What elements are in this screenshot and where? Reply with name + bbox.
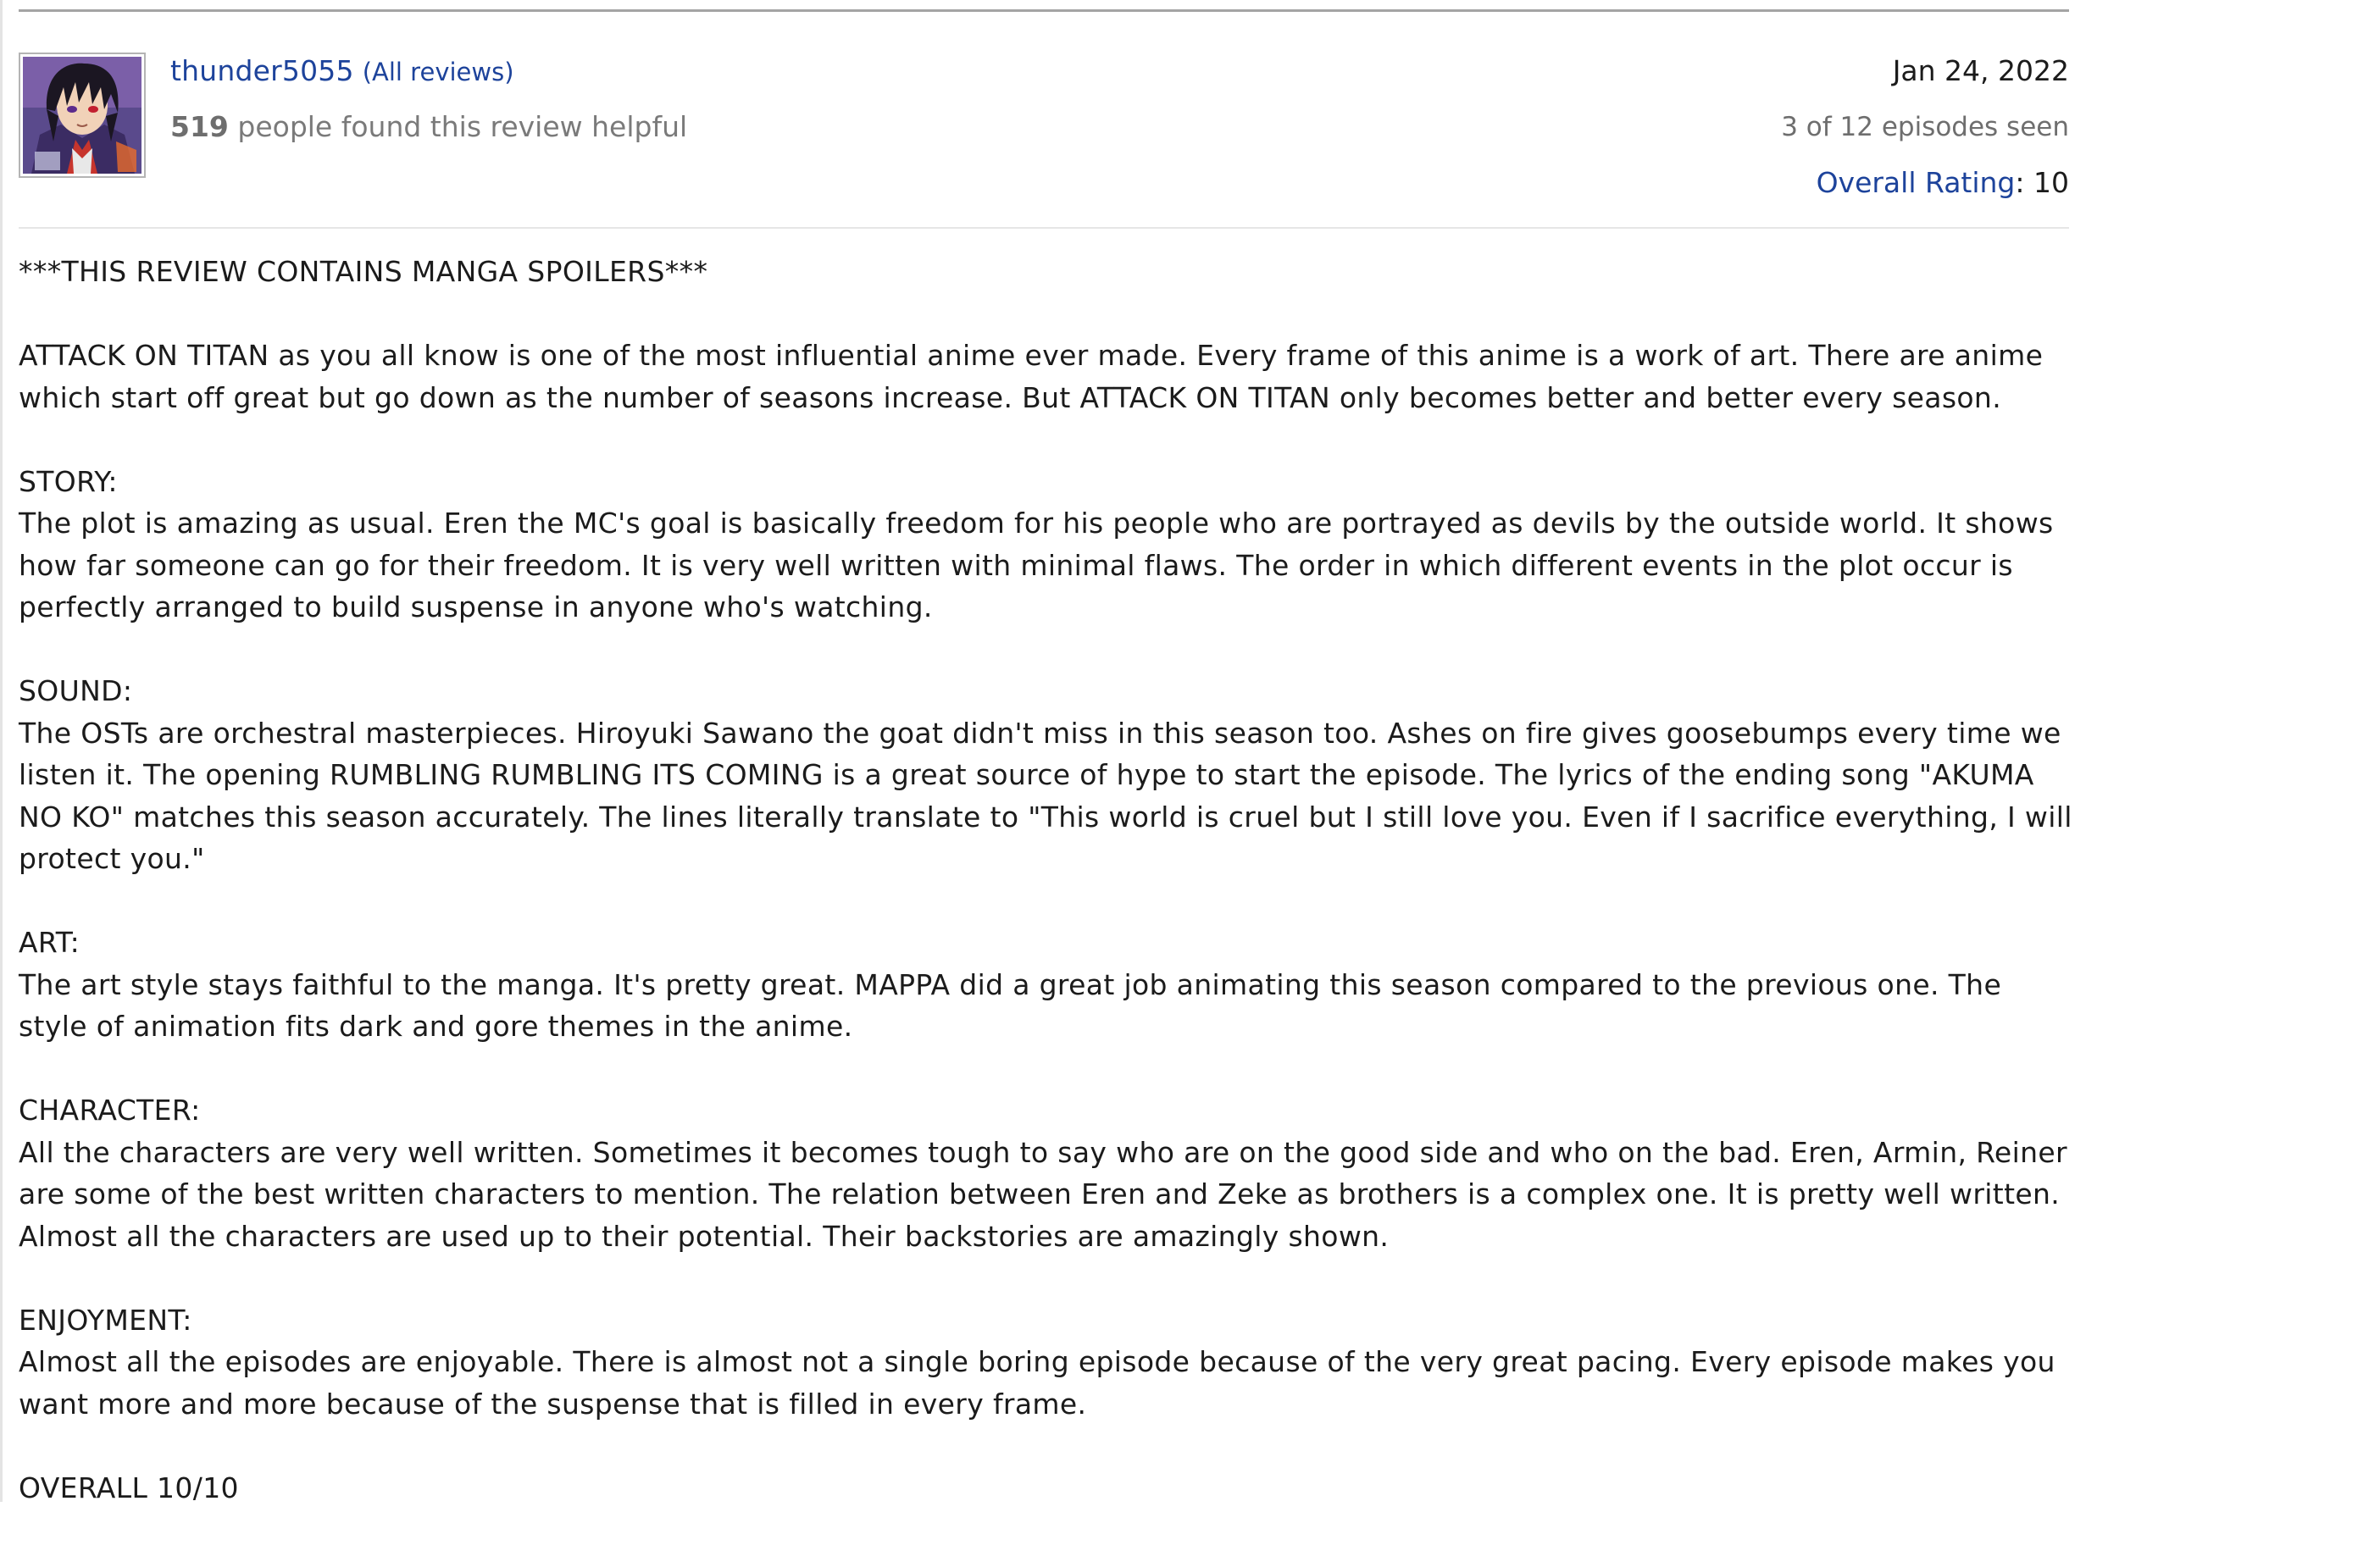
art-heading: ART: <box>19 926 80 959</box>
review-top-divider <box>19 9 2069 12</box>
helpful-count: 519 <box>170 110 229 143</box>
enjoyment-heading: ENJOYMENT: <box>19 1303 192 1337</box>
overall-rating-value: : 10 <box>2015 166 2069 199</box>
sound-text: The OSTs are orchestral masterpieces. Hiroyuki Sawano the goat didn't miss in this season too. Ashes on fire gives goosebumps every time we listen it. The opening RUMBLING RUMBLING ITS COMING is a great source of hype to start the episode. The lyrics of the ending song "AKUMA NO KO" matches this season accurately. The lines literally translate to "This world is cruel but I still love you. Even if I sacrifice everything, I will protect you." <box>19 716 2072 875</box>
reviewer-username-link[interactable]: thunder5055 <box>170 54 354 87</box>
character-heading: CHARACTER: <box>19 1094 201 1127</box>
story-text: The plot is amazing as usual. Eren the MC's goal is basically freedom for his people who are portrayed as devils by the outside world. It shows how far someone can go for their freedom. It is very well written with minimal flaws. The order in which different events in the plot occur is perfectly arranged to build suspense in anyone who's watching. <box>19 507 2054 623</box>
story-section <box>19 461 2073 629</box>
all-reviews-wrapper <box>363 58 514 86</box>
review-date: Jan 24, 2022 <box>1892 54 2069 87</box>
user-avatar[interactable] <box>19 53 146 178</box>
content-left-border <box>0 0 3 1502</box>
all-reviews-link[interactable]: All reviews <box>372 58 505 86</box>
review-meta <box>1781 53 2069 202</box>
review-block <box>19 0 2072 1504</box>
helpful-count-line <box>170 110 687 143</box>
story-heading: STORY: <box>19 464 118 498</box>
art-text: The art style stays faithful to the manga. It's pretty great. MAPPA did a great job animating this season compared to the previous one. The style of animation fits dark and gore themes in the anime. <box>19 967 2002 1043</box>
review-header-divider <box>19 227 2069 229</box>
art-section <box>19 922 2073 1048</box>
all-reviews-close-paren: ) <box>504 58 514 86</box>
enjoyment-text: Almost all the episodes are enjoyable. There is almost not a single boring episode because of the very great pacing. Every episode makes you want more and more because of the suspense that is filled in every frame. <box>19 1345 2055 1421</box>
overall-rating <box>1781 164 2069 202</box>
review-intro: ATTACK ON TITAN as you all know is one of the most influential anime ever made. Every frame of this anime is a work of art. There are anime which start off great but go down as the number of seasons increase. But ATTACK ON TITAN only becomes better and better every season. <box>19 339 2044 414</box>
character-section <box>19 1089 2073 1257</box>
spoiler-warning: ***THIS REVIEW CONTAINS MANGA SPOILERS*** <box>19 255 708 288</box>
review-body <box>19 251 2073 1551</box>
overall-score: OVERALL 10/10 <box>19 1471 239 1504</box>
character-text: All the characters are very well written. Sometimes it becomes tough to say who are on the good side and who on the bad. Eren, Armin, Reiner are some of the best written characters to mention. The relation between Eren and Zeke as brothers is a complex one. It is pretty well written. Almost all the characters are used up to their potential. Their backstories are amazingly shown. <box>19 1135 2067 1253</box>
sound-heading: SOUND: <box>19 674 133 707</box>
episodes-seen: 3 of 12 episodes seen <box>1781 112 2069 142</box>
enjoyment-section <box>19 1299 2073 1426</box>
helpful-label: people found this review helpful <box>228 110 688 143</box>
sound-section <box>19 670 2073 880</box>
anime-character-avatar-icon <box>23 57 141 174</box>
overall-rating-link[interactable]: Overall Rating <box>1816 166 2016 199</box>
reviewer-info <box>170 53 688 143</box>
all-reviews-open-paren: ( <box>362 58 373 86</box>
